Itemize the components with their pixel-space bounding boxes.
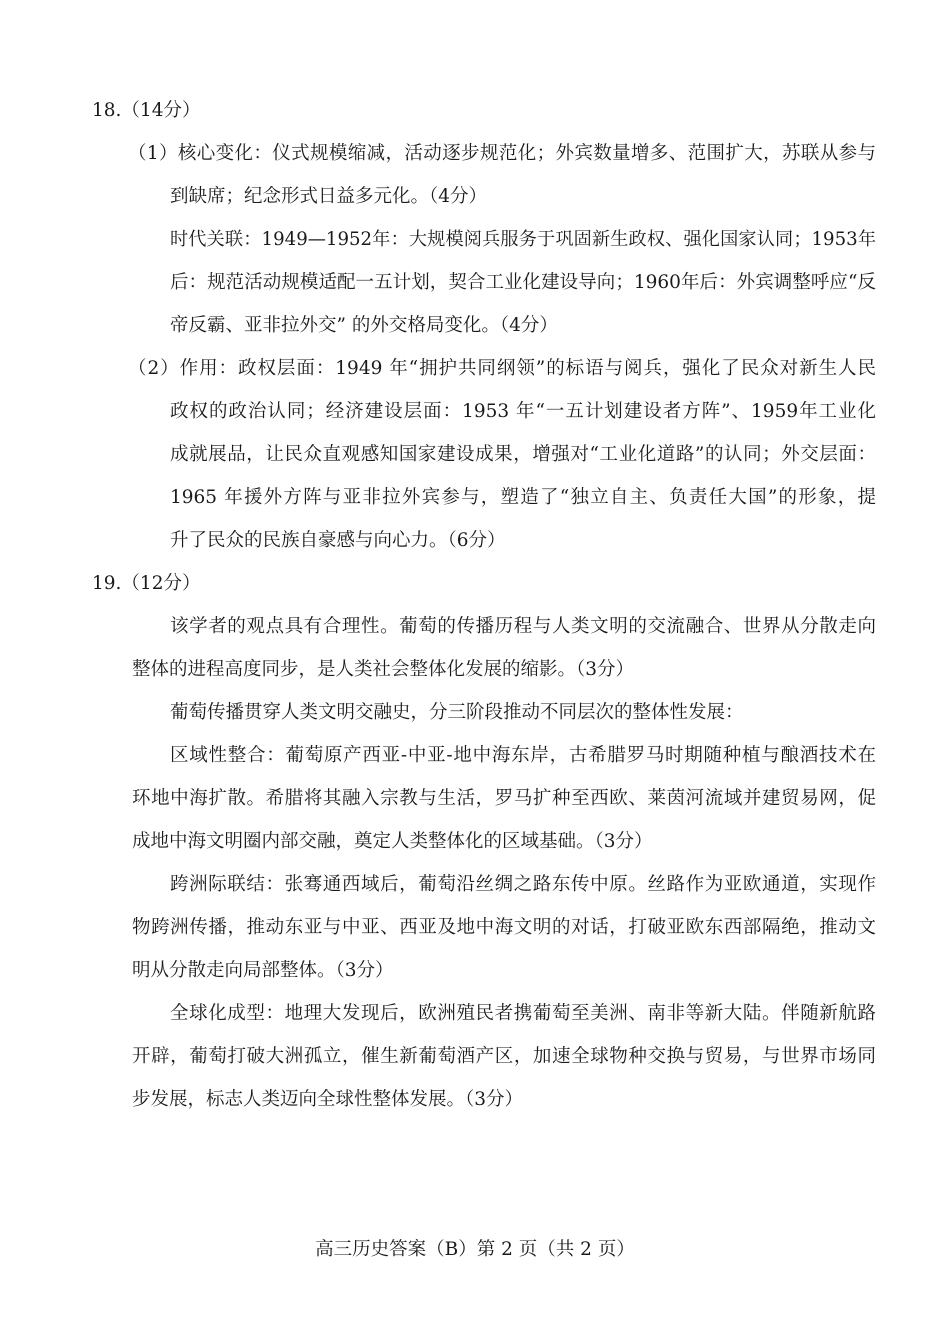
question-19-header: 19.（12分） xyxy=(92,573,201,594)
q19-para4-line: 物跨洲传播，推动东亚与中亚、西亚及地中海文明的对话，打破亚欧东西部隔绝，推动文 xyxy=(132,917,876,938)
q19-para5-line: 全球化成型：地理大发现后，欧洲殖民者携葡萄至美洲、南非等新大陆。伴随新航路 xyxy=(170,1003,876,1024)
q18-part1-line: 到缺席；纪念形式日益多元化。（4分） xyxy=(170,186,488,207)
q18-part2-line: （2）作用：政权层面：1949 年“拥护共同纲领”的标语与阅兵，强化了民众对新生人民 xyxy=(128,358,876,379)
q19-para3-line: 区域性整合：葡萄原产西亚-中亚-地中海东岸，古希腊罗马时期随种植与酿酒技术在 xyxy=(170,745,876,766)
q19-para4-line: 跨洲际联结：张骞通西域后，葡萄沿丝绸之路东传中原。丝路作为亚欧通道，实现作 xyxy=(170,874,876,895)
q19-para3-line: 成地中海文明圈内部交融，奠定人类整体化的区域基础。（3分） xyxy=(132,831,653,852)
q19-para2-line: 葡萄传播贯穿人类文明交融史，分三阶段推动不同层次的整体性发展： xyxy=(170,702,744,723)
q18-part2-line: 1965 年援外方阵与亚非拉外宾参与，塑造了“独立自主、负责任大国”的形象，提 xyxy=(170,487,876,508)
q19-paragraph-1 xyxy=(132,605,876,691)
q19-para1-line: 整体的进程高度同步，是人类社会整体化发展的缩影。（3分） xyxy=(132,659,635,680)
q19-para5-line: 步发展，标志人类迈向全球性整体发展。（3分） xyxy=(132,1089,524,1110)
q18-part2-line: 政权的政治认同；经济建设层面：1953 年“一五计划建设者方阵”、1959年工业化 xyxy=(170,401,876,422)
q18-part2-continued xyxy=(170,390,876,562)
question-18-header: 18.（14分） xyxy=(92,100,201,121)
q18-part2-line: 成就展品，让民众直观感知国家建设成果，增强对“工业化道路”的认同；外交层面： xyxy=(170,444,876,465)
q18-part2 xyxy=(128,347,876,390)
q18-part1-line: （1）核心变化：仪式规模缩减，活动逐步规范化；外宾数量增多、范围扩大，苏联从参与 xyxy=(128,143,876,164)
q18-part1-line: 帝反霸、亚非拉外交” 的外交格局变化。（4分） xyxy=(170,315,558,336)
q19-paragraph-4 xyxy=(132,863,876,992)
q18-part2-line: 升了民众的民族自豪感与向心力。（6分） xyxy=(170,530,506,551)
q18-part1-line: 后：规范活动规模适配一五计划，契合工业化建设导向；1960年后：外宾调整呼应“反 xyxy=(170,272,876,293)
q19-paragraph-2 xyxy=(132,691,876,734)
q18-part1-line: 时代关联：1949—1952年：大规模阅兵服务于巩固新生政权、强化国家认同；1953年 xyxy=(170,229,876,250)
q19-paragraph-3 xyxy=(132,734,876,863)
q18-part1 xyxy=(128,132,876,175)
q19-para1-line: 该学者的观点具有合理性。葡萄的传播历程与人类文明的交流融合、世界从分散走向 xyxy=(170,616,876,637)
q19-para5-line: 开辟，葡萄打破大洲孤立，催生新葡萄酒产区，加速全球物种交换与贸易，与世界市场同 xyxy=(132,1046,876,1067)
q19-paragraph-5 xyxy=(132,992,876,1121)
page-footer: 高三历史答案（B）第 2 页（共 2 页） xyxy=(315,1239,635,1260)
q19-para3-line: 环地中海扩散。希腊将其融入宗教与生活，罗马扩种至西欧、莱茵河流域并建贸易网，促 xyxy=(132,788,876,809)
q19-para4-line: 明从分散走向局部整体。（3分） xyxy=(132,960,394,981)
q18-part1-continued xyxy=(170,175,876,347)
